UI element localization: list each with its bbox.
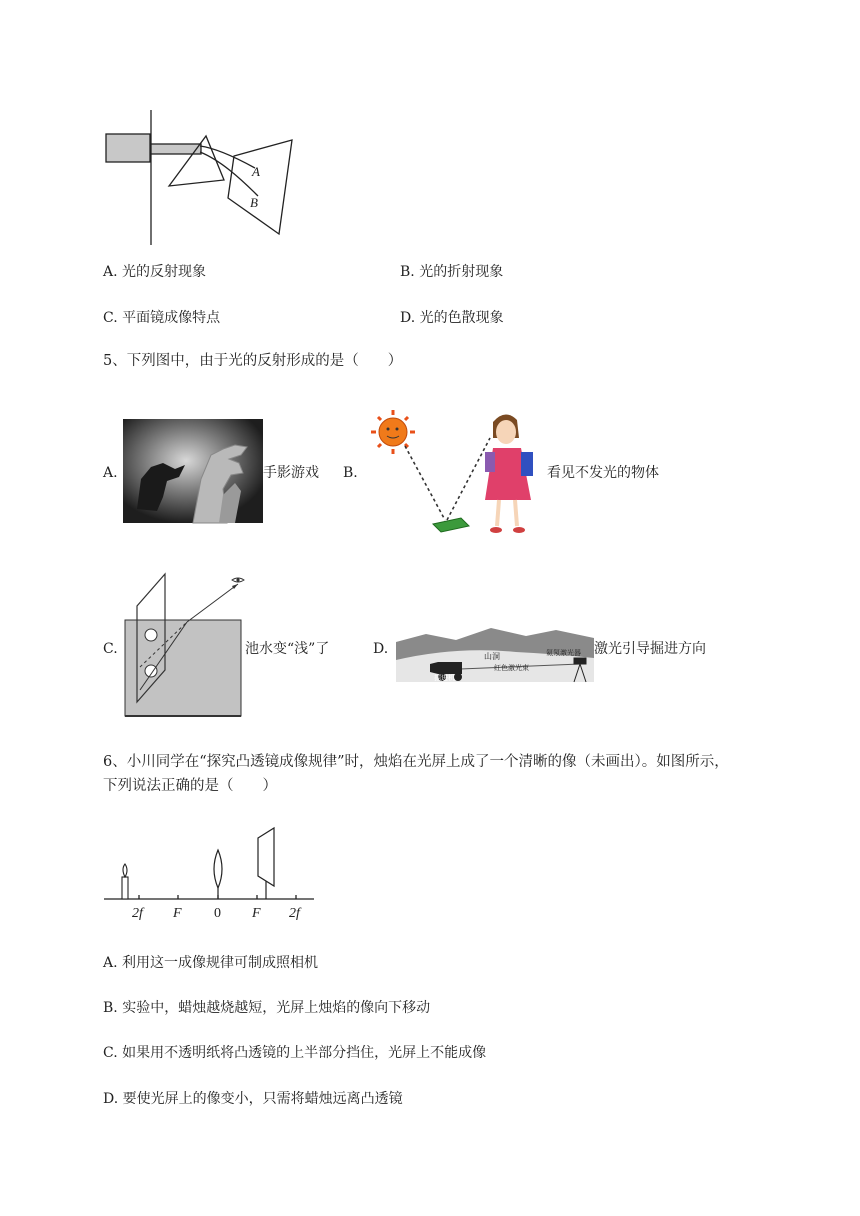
light-source-box [106,134,150,162]
q6-option-b: B. 实验中，蜡烛越烧越短，光屏上烛焰的像向下移动 [103,1000,431,1016]
label-f-left: F [173,906,182,921]
label-zero: 0 [214,906,221,921]
object-lower [145,665,157,677]
candle-icon [122,864,128,899]
laser-label: 氦氖激光器 [546,649,581,657]
q5-option-c-caption: 池水变“浅”了 [245,641,330,657]
pool-water-diagram [120,572,250,722]
convex-lens-bench-diagram [100,822,330,922]
object-upper [145,629,157,641]
prism-figure-drawing [106,110,292,245]
label-2f-right: 2f [289,906,300,921]
q4-option-b: B. 光的折射现象 [400,264,504,280]
prism-triangle [169,136,224,186]
q6-stem-line-2: 下列说法正确的是（ ） [103,778,277,794]
q6-option-a: A. 利用这一成像规律可制成照相机 [103,955,319,971]
q5-option-b-letter: B. [343,465,358,481]
q5-stem: 5、下列图中，由于光的反射形成的是（ ） [103,353,403,369]
light-screen [258,828,274,886]
incident-ray [405,446,445,520]
q5-option-a-letter: A. [103,465,118,481]
point-b-label: B [250,195,258,210]
girl-figure [485,414,533,533]
label-f-right: F [252,906,261,921]
see-object-illustration [365,402,545,542]
q6-stem-line-1: 6、小川同学在“探究凸透镜成像规律”时，烛焰在光屏上成了一个清晰的像（未画出）。如图所示， [103,754,729,770]
q5-option-a-caption: 手影游戏 [263,465,319,481]
q4-option-a: A. 光的反射现象 [103,264,207,280]
sun-icon [371,410,415,454]
point-a-label: A [252,164,260,179]
q6-option-c: C. 如果用不透明纸将凸透镜的上半部分挡住，光屏上不能成像 [103,1045,487,1061]
convex-lens [214,850,222,888]
eye-icon [232,578,244,582]
label-2f-left: 2f [132,906,143,921]
tunnel-label: 山洞 [484,652,500,661]
q5-option-c-letter: C. [103,641,118,657]
q5-option-d-caption: 激光引导掘进方向 [594,641,706,657]
q5-option-b-caption: 看见不发光的物体 [547,465,659,481]
display-screen [228,140,292,234]
ray-lower [200,152,258,196]
q6-option-d: D. 要使光屏上的像变小，只需将蜡烛远离凸透镜 [103,1091,403,1107]
laser-tunnel-diagram [396,624,594,682]
hand-shadow-photo [123,419,263,523]
q4-option-c: C. 平面镜成像特点 [103,310,221,326]
book-icon [433,518,469,532]
q5-option-d-letter: D. [373,641,389,657]
reflected-ray [447,438,490,520]
beam-label: 红色激光束 [494,664,529,672]
light-beam [151,144,201,154]
water-body [125,620,241,716]
q4-option-d: D. 光的色散现象 [400,310,504,326]
ray-upper [200,146,255,168]
machine-label: 掘进机 [434,674,455,682]
